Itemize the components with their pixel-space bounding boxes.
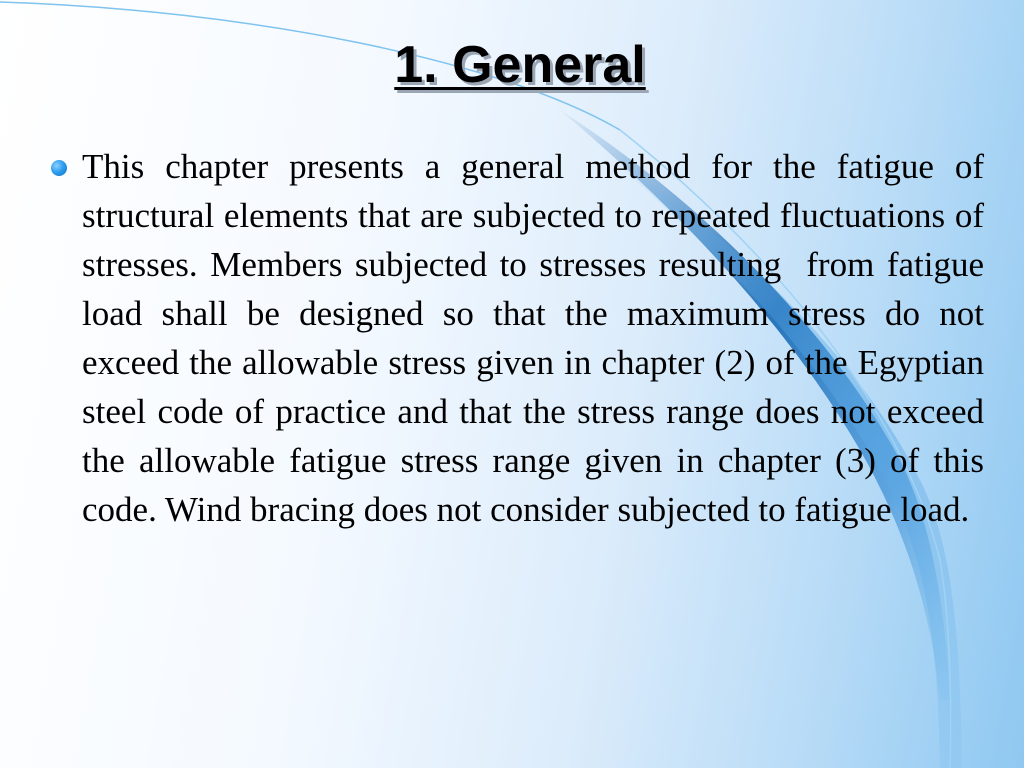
bullet-list bbox=[44, 142, 993, 534]
bullet-dot-icon bbox=[51, 160, 67, 176]
bullet-item bbox=[44, 142, 993, 534]
bullet-text: This chapter presents a general method for the fatigue of structural elements that are subjected to repeated fluctuations of stresses. Members subjected to stresses resulting from fatigue load shall be designed so that the maximum stress do not exceed the allowable stress given in chapter (2) of the Egyptian steel code of practice and that the stress range does not exceed the allowable fatigue stress range given in chapter (3) of this code. Wind bracing does not consider subjected to fatigue load. bbox=[82, 147, 993, 529]
slide-title: 1. General bbox=[394, 36, 646, 94]
